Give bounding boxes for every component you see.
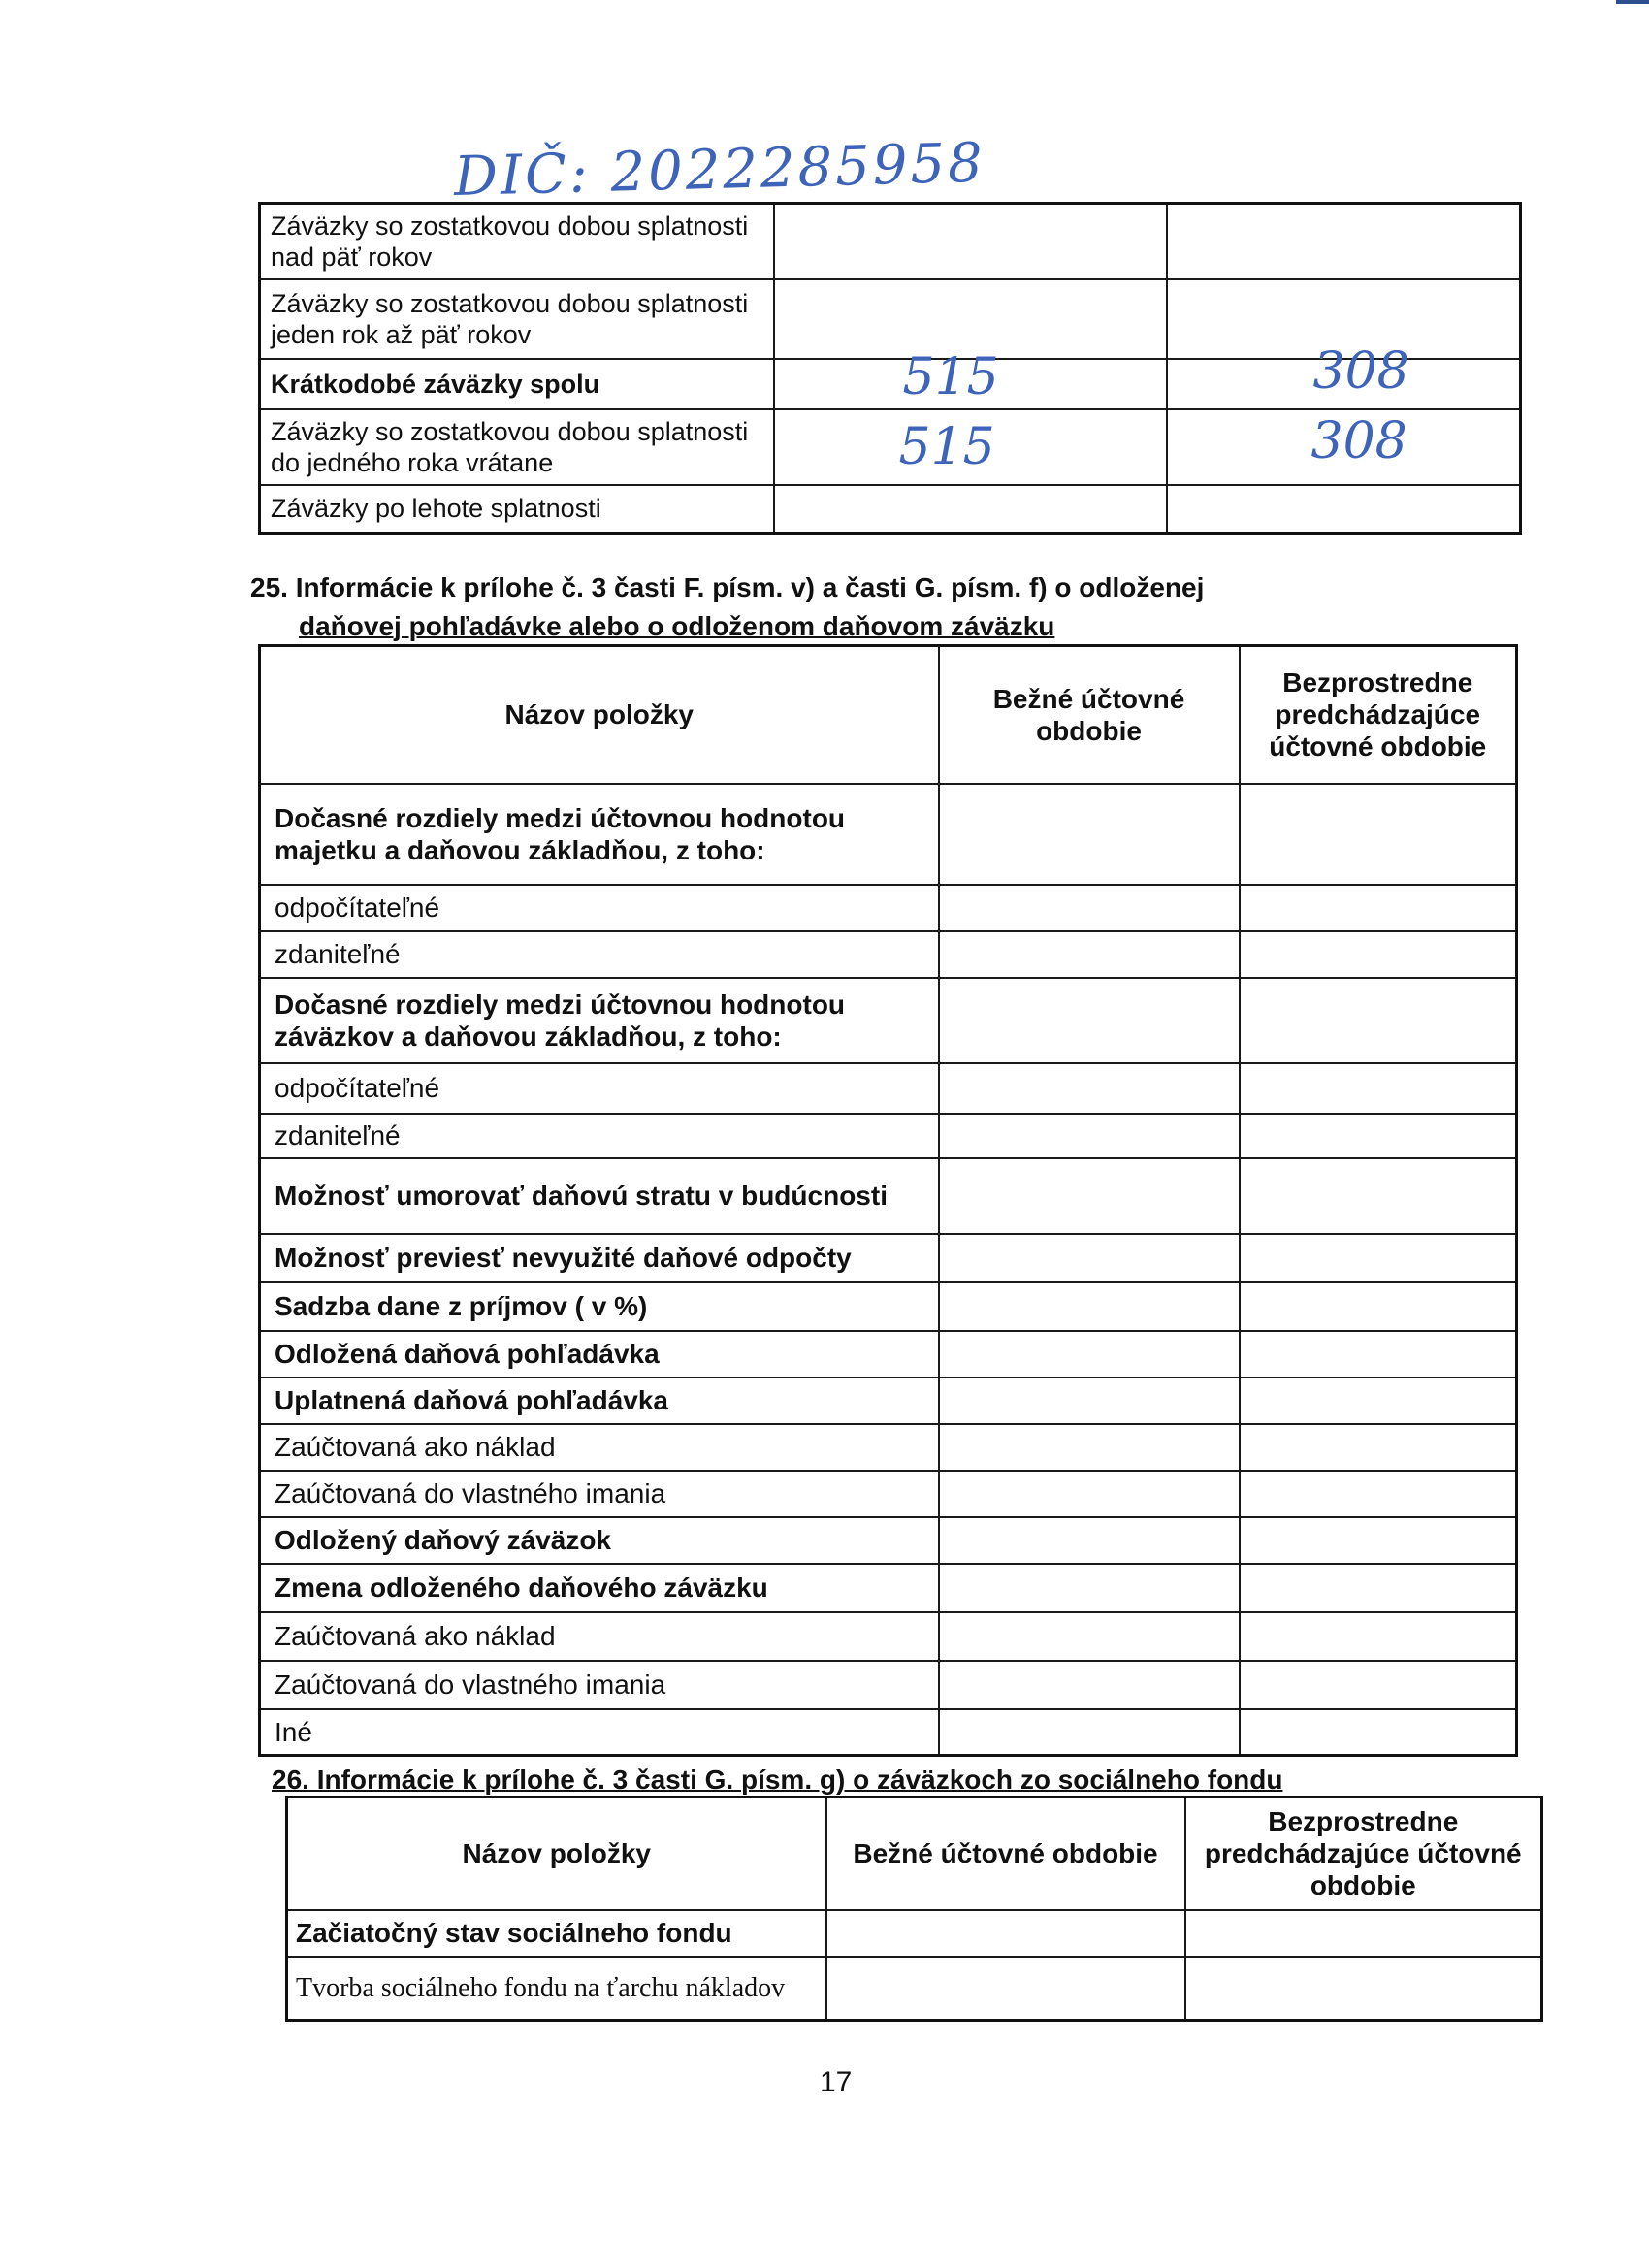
row-label: Odložený daňový záväzok [260,1517,939,1564]
table-row [287,1957,1542,2021]
handwritten-value: 515 [902,347,999,406]
scan-edge-mark [1616,0,1649,4]
previous-period-cell [1240,1114,1517,1158]
row-label: Dočasné rozdiely medzi účtovnou hodnotou majetku a daňovou základňou, z toho: [260,784,939,885]
table-header-row [287,1798,1542,1910]
previous-period-cell [1240,1661,1517,1709]
row-label: Záväzky so zostatkovou dobou splatnosti nad päť rokov [260,204,774,279]
row-label: Možnosť previesť nevyužité daňové odpočty [260,1234,939,1282]
previous-period-cell [1240,1377,1517,1424]
handwritten-value: 308 [1312,341,1409,401]
deferred-tax-table [258,644,1518,1757]
row-label: Dočasné rozdiely medzi účtovnou hodnotou záväzkov a daňovou základňou, z toho: [260,978,939,1063]
current-period-cell [774,347,1167,409]
row-label: Začiatočný stav sociálneho fondu [287,1910,826,1957]
row-label: Možnosť umorovať daňovú stratu v budúcnosti [260,1158,939,1234]
table-row [260,1424,1517,1471]
current-period-cell [939,1471,1240,1517]
current-period-cell [939,784,1240,885]
table-row [260,931,1517,978]
current-period-cell [939,1377,1240,1424]
table-row [260,1114,1517,1158]
previous-period-cell [1185,1910,1542,1957]
current-period-cell [774,485,1167,534]
current-period-cell [939,1158,1240,1234]
section-25-title-line1: 25. Informácie k prílohe č. 3 časti F. písm. v) a časti G. písm. f) o odloženej [250,572,1205,602]
row-label: Iné [260,1709,939,1756]
row-label: Odložená daňová pohľadávka [260,1331,939,1377]
previous-period-cell [1240,1517,1517,1564]
table-row [260,1612,1517,1661]
current-period-cell [826,1910,1185,1957]
current-period-cell [939,1331,1240,1377]
current-period-cell [939,1517,1240,1564]
current-period-cell [939,1564,1240,1612]
previous-period-cell [1240,1234,1517,1282]
section-26-title: 26. Informácie k prílohe č. 3 časti G. písm. g) o záväzkoch zo sociálneho fondu [272,1765,1283,1795]
current-period-cell [939,978,1240,1063]
row-label: odpočítateľné [260,885,939,931]
table-row [260,1517,1517,1564]
current-period-cell [939,1282,1240,1331]
previous-period-cell [1240,1612,1517,1661]
header-item-name: Názov položky [260,646,939,784]
section-25-title-line2: daňovej pohľadávke alebo o odloženom daňovom záväzku [299,611,1055,641]
table-row [260,204,1521,279]
table-row [260,784,1517,885]
table-row [260,1471,1517,1517]
table-row [260,1661,1517,1709]
table-row [260,1063,1517,1114]
previous-period-cell [1240,1282,1517,1331]
current-period-cell [939,1424,1240,1471]
row-label: Zaúčtovaná do vlastného imania [260,1471,939,1517]
previous-period-cell [1240,885,1517,931]
previous-period-cell [1167,485,1521,534]
header-current-period: Bežné účtovné obdobie [939,646,1240,784]
table-row [260,1282,1517,1331]
table-row [260,409,1521,485]
row-label: Zmena odloženého daňového záväzku [260,1564,939,1612]
current-period-cell [939,1709,1240,1756]
social-fund-table [285,1796,1543,2022]
table-row [260,1331,1517,1377]
row-label: zdaniteľné [260,1114,939,1158]
header-previous-period: Bezprostredne predchádzajúce účtovné obdobie [1185,1798,1542,1910]
previous-period-cell [1185,1957,1542,2021]
row-label: Záväzky so zostatkovou dobou splatnosti jeden rok až päť rokov [260,279,774,359]
header-current-period: Bežné účtovné obdobie [826,1798,1185,1910]
row-label: Zaúčtovaná ako náklad [260,1612,939,1661]
table-row [260,1709,1517,1756]
previous-period-cell [1240,1564,1517,1612]
previous-period-cell [1240,1158,1517,1234]
row-label: Zaúčtovaná ako náklad [260,1424,939,1471]
row-label: Záväzky po lehote splatnosti [260,485,774,534]
table-row [260,1158,1517,1234]
current-period-cell [774,204,1167,279]
current-period-cell [939,885,1240,931]
page-number: 17 [820,2066,853,2098]
previous-period-cell [1167,409,1521,485]
previous-period-cell [1167,204,1521,279]
liabilities-table [258,202,1522,535]
previous-period-cell [1167,341,1521,409]
row-label: Krátkodobé záväzky spolu [260,359,774,409]
current-period-cell [826,1957,1185,2021]
row-label: Záväzky so zostatkovou dobou splatnosti do jedného roka vrátane [260,409,774,485]
current-period-cell [939,931,1240,978]
row-label: Sadzba dane z príjmov ( v %) [260,1282,939,1331]
current-period-cell [939,1612,1240,1661]
row-label: odpočítateľné [260,1063,939,1114]
previous-period-cell [1240,931,1517,978]
table-row [260,1377,1517,1424]
header-previous-period: Bezprostredne predchádzajúce účtovné obdobie [1240,646,1517,784]
previous-period-cell [1240,1063,1517,1114]
table-row [260,485,1521,534]
table-row [260,978,1517,1063]
table-row [260,885,1517,931]
table-row [260,1234,1517,1282]
current-period-cell [774,409,1167,485]
current-period-cell [939,1063,1240,1114]
handwritten-value: 308 [1310,411,1407,470]
handwritten-tax-id: DIČ: 2022285958 [453,131,986,209]
previous-period-cell [1240,1331,1517,1377]
previous-period-cell [1240,1471,1517,1517]
current-period-cell [939,1661,1240,1709]
table-header-row [260,646,1517,784]
current-period-cell [939,1234,1240,1282]
row-label: Tvorba sociálneho fondu na ťarchu nákladov [287,1957,826,2021]
current-period-cell [939,1114,1240,1158]
header-item-name: Názov položky [287,1798,826,1910]
previous-period-cell [1240,1424,1517,1471]
table-row [260,1564,1517,1612]
row-label: Uplatnená daňová pohľadávka [260,1377,939,1424]
handwritten-value: 515 [898,417,995,476]
current-period-cell [774,279,1167,359]
table-row [260,359,1521,409]
row-label: Zaúčtovaná do vlastného imania [260,1661,939,1709]
row-label: zdaniteľné [260,931,939,978]
previous-period-cell [1240,1709,1517,1756]
previous-period-cell [1240,784,1517,885]
table-row [287,1910,1542,1957]
previous-period-cell [1240,978,1517,1063]
